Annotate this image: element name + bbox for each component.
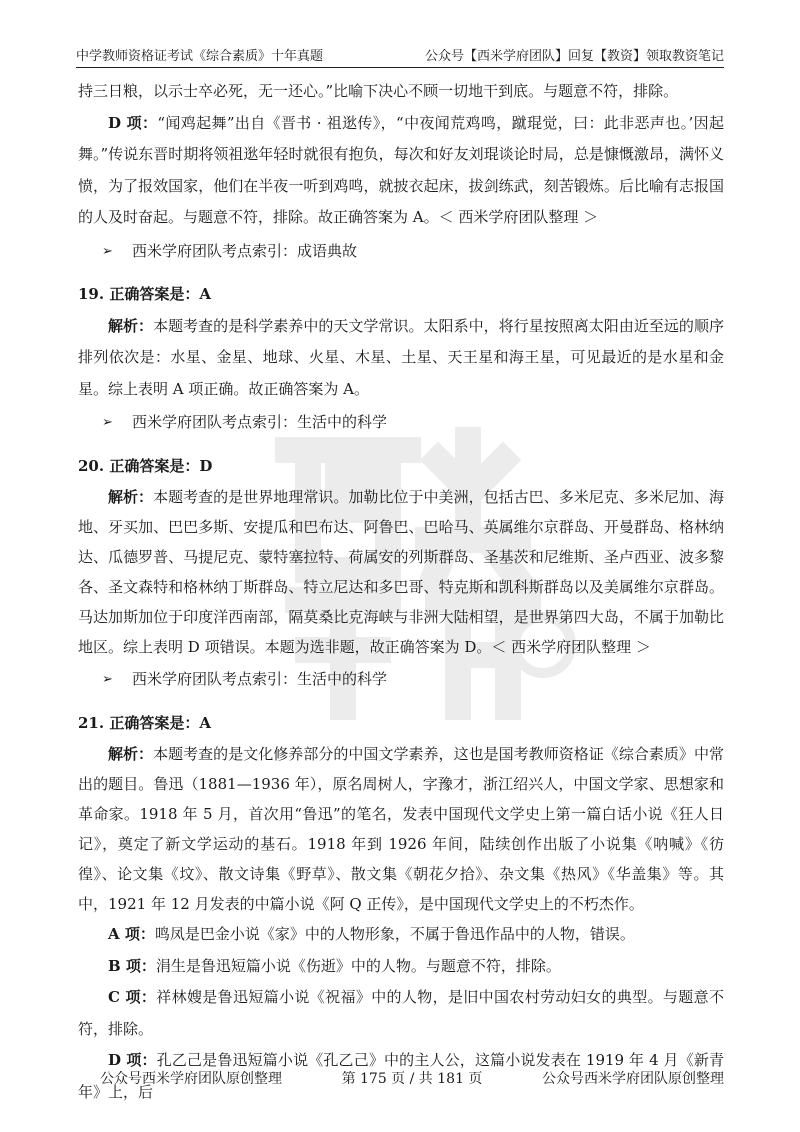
main-content	[78, 76, 724, 1108]
option-b-label: B 项：	[108, 956, 156, 975]
option-c-label: C 项：	[108, 988, 157, 1006]
option-d-label: D 项：	[108, 113, 158, 132]
page-header	[76, 42, 724, 68]
arrow-bullet-icon: ➢	[102, 243, 113, 259]
footer-left: 公众号西米学府团队原创整理	[100, 1071, 282, 1087]
option-c-text: 祥林嫂是鲁迅短篇小说《祝福》中的人物，是旧中国农村劳动妇女的典型。与题意不符，排除。	[78, 988, 724, 1038]
option-d-text: 孔乙己是鲁迅短篇小说《孔乙己》中的主人公，这篇小说发表在 1919 年 4 月《新青年》上，后	[78, 1051, 725, 1101]
option-b-text: 涓生是鲁迅短篇小说《伤逝》中的人物。与题意不符，排除。	[155, 956, 561, 975]
q21-analysis	[78, 739, 724, 919]
arrow-bullet-icon: ➢	[102, 415, 113, 430]
analysis-label: 解析：	[108, 316, 154, 335]
paragraph-continued: 持三日粮，以示士卒必死，无一还心。”比喻下决心不顾一切地干到底。与题意不符，排除。	[78, 82, 679, 100]
footer-right: 公众号西米学府团队原创整理	[542, 1071, 724, 1087]
index-item-q20	[78, 664, 724, 696]
q20-answer-heading: 20. 正确答案是：D	[78, 456, 213, 475]
option-a-text: 鸣凤是巴金小说《家》中的人物形象，不属于鲁迅作品中的人物，错误。	[154, 925, 635, 943]
option-a	[78, 919, 724, 951]
index-text: 西米学府团队考点索引：成语典故	[132, 241, 358, 260]
analysis-label: 解析：	[108, 488, 154, 506]
option-d-q18	[78, 108, 724, 234]
analysis-text: 本题考查的是科学素养中的天文学常识。太阳系中，将行星按照离太阳由近至远的顺序排列依次是：水星、金星、地球、火星、木星、土星、天王星和海王星，可见最近的是水星和金星。综上表明 A 项正确。故正确答案为 A。	[78, 316, 724, 398]
option-c	[78, 982, 724, 1045]
q20-analysis	[78, 482, 724, 662]
index-item-q18	[78, 236, 724, 268]
index-item-q19	[78, 407, 724, 439]
header-right: 公众号【西米学府团队】回复【教资】领取教资笔记	[424, 49, 724, 64]
analysis-text: 本题考查的是文化修养部分的中国文学素养，这也是国考教师资格证《综合素质》中常出的题目。鲁迅（1881—1936 年），原名周树人，字豫才，浙江绍兴人，中国文学家、思想家和革命家。1918 年 5 月，首次用“鲁迅”的笔名，发表中国现代文学史上第一篇白话小说《狂人日记》，奠定了新文学运动的基石。1918 年到 1926 年间，陆续创作出版了小说集《呐喊》《彷徨》、论文集《坟》、散文诗集《野草》、散文集《朝花夕拾》、杂文集《热风》《华盖集》等。其中，1921 年 12 月发表的中篇小说《阿 Q 正传》，是中国现代文学史上的不朽杰作。	[78, 745, 724, 913]
option-d-text: “闻鸡起舞”出自《晋书 · 祖逖传》，“中夜闻荒鸡鸣，蹴琨觉，曰：此非恶声也。’因起舞。”传说东晋时期将领祖逖年轻时就很有抱负，每次和好友刘琨谈论时局，总是慷慨激昂，满怀义愤，为了报效国家，他们在半夜一听到鸡鸣，就披衣起床，拔剑练武，刻苦锻炼。后比喻有志报国的人及时奋起。与题意不符，排除。故正确答案为 A。＜ 西米学府团队整理 ＞	[78, 113, 724, 226]
analysis-text: 本题考查的是世界地理常识。加勒比位于中美洲，包括古巴、多米尼克、多米尼加、海地、牙买加、巴巴多斯、安提瓜和巴布达、阿鲁巴、巴哈马、英属维尔京群岛、开曼群岛、格林纳达、瓜德罗普、马提尼克、蒙特塞拉特、荷属安的列斯群岛、圣基茨和尼维斯、圣卢西亚、波多黎各、圣文森特和格林纳丁斯群岛、特立尼达和多巴哥、特克斯和凯科斯群岛以及美属维尔京群岛。马达加斯加位于印度洋西南部，隔莫桑比克海峡与非洲大陆相望，是世界第四大岛，不属于加勒比地区。综上表明 D 项错误。本题为选非题，故正确答案为 D。＜ 西米学府团队整理 ＞	[78, 488, 724, 656]
header-left: 中学教师资格证考试《综合素质》十年真题	[76, 49, 324, 64]
arrow-bullet-icon: ➢	[102, 672, 113, 687]
option-b	[78, 951, 724, 983]
q19-analysis	[78, 311, 724, 406]
page-number: 第 175 页 / 共 181 页	[341, 1071, 483, 1087]
index-text: 西米学府团队考点索引：生活中的科学	[132, 413, 388, 431]
q21-answer-heading: 21. 正确答案是：A	[78, 713, 211, 732]
page-footer	[100, 1068, 724, 1088]
q19-answer-heading: 19. 正确答案是：A	[78, 285, 211, 303]
analysis-label: 解析：	[108, 745, 154, 763]
index-text: 西米学府团队考点索引：生活中的科学	[132, 670, 388, 688]
option-d-label: D 项：	[108, 1051, 157, 1069]
option-a-label: A 项：	[108, 925, 155, 943]
